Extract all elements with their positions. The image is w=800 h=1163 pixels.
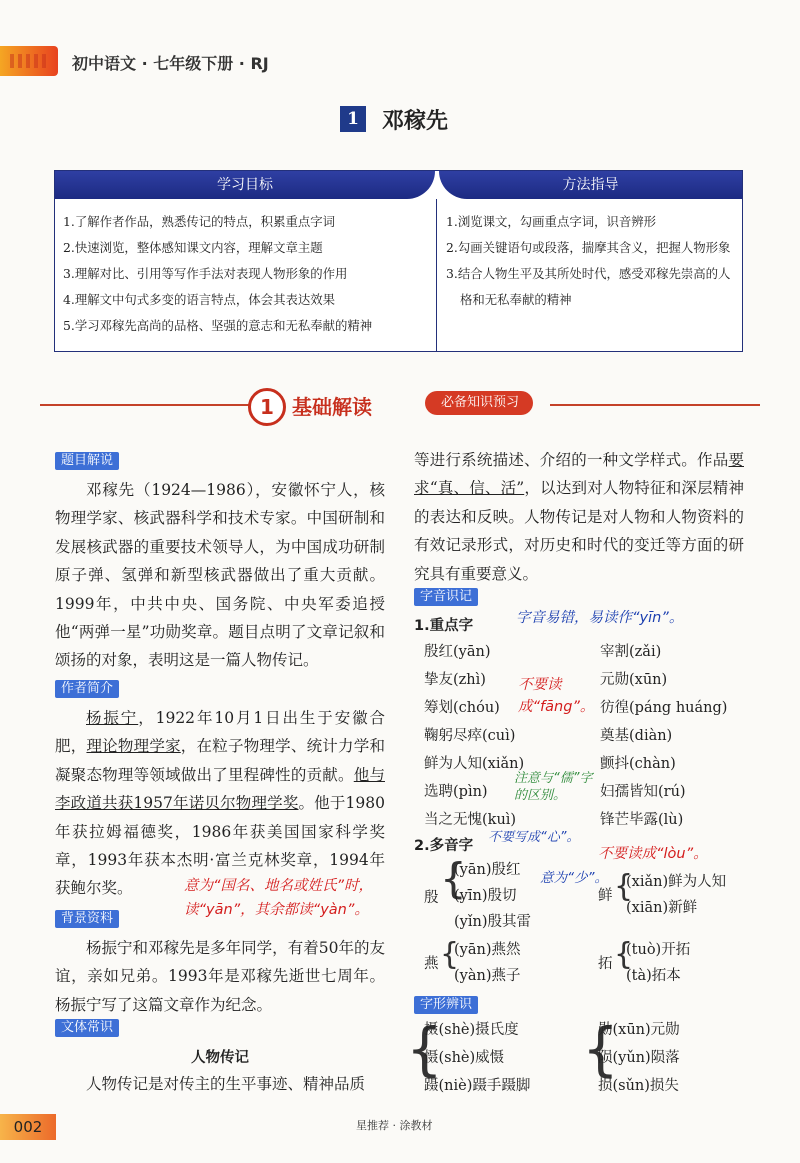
key-chars-left: [424, 640, 594, 836]
key-char: 宰割(zǎi): [600, 644, 662, 660]
poly-reading: (yǐn)殷其雷: [454, 914, 531, 930]
genre-text: 人物传记是对传主的生平事迹、精神品质: [86, 1075, 366, 1093]
poly-char-yan: 燕: [424, 956, 439, 972]
annotation-xin: 不要写成“心”。: [488, 830, 580, 845]
genre-title: 人物传记: [191, 1050, 249, 1066]
section-pill: 必备知识预习: [425, 391, 533, 415]
poly-readings-yin: [454, 858, 531, 936]
key-char: 鲜为人知(xiǎn): [424, 756, 525, 772]
genre-text: ，以达到对人物特征和深层精神的表达和反映。人物传记是对人物和人物资料的有效记录形式，对历史和时代的变迁等方面的研究具有重要意义。: [414, 479, 744, 583]
shape-item: 摄(shè)摄氏度: [424, 1022, 519, 1038]
background-text: 杨振宁和邓稼先是多年同学，有着50年的友谊，亲如兄弟。1993年是邓稼先逝世七周年。杨振宁写了这篇文章作为纪念。: [55, 939, 385, 1014]
brace-icon: {: [406, 1015, 443, 1083]
author-name: 杨振宁: [86, 709, 139, 727]
method-item: 3.结合人物生平及其所处时代，感受邓稼先崇高的人格和无私奉献的精神: [446, 266, 731, 307]
annotation-lou: 不要读成“lòu”。: [598, 846, 708, 862]
poly-reading: (xiān)新鲜: [626, 900, 698, 916]
poly-reading: (yīn)殷切: [454, 888, 517, 904]
brace-icon: {: [582, 1015, 619, 1083]
shape-item: 慑(shè)威慑: [424, 1050, 505, 1066]
genre-continued: [414, 446, 744, 588]
shape-item: 勋(xūn)元勋: [598, 1022, 680, 1038]
poly-readings-yan: [454, 938, 521, 990]
annotation-yin: 字音易错，易读作“yīn”。: [516, 610, 684, 626]
tag-shape: 字形辨识: [414, 996, 478, 1014]
poly-readings-tuo: [626, 938, 690, 990]
brace-icon: {: [614, 937, 634, 972]
shape-group-left: [424, 1018, 530, 1102]
brace-icon: {: [440, 854, 467, 903]
lesson-number: 1: [340, 106, 366, 132]
key-chars-title: 1.重点字: [414, 618, 474, 634]
tag-title-explain: 题目解说: [55, 452, 119, 470]
goal-item: 4.理解文中句式多变的语言特点，体会其表达效果: [63, 292, 336, 307]
poly-char-yin: 殷: [424, 890, 439, 906]
goal-item: 3.理解对比、引用等写作手法对表现人物形象的作用: [63, 266, 348, 281]
genre-text: 等进行系统描述、介绍的一种文学样式。作品: [414, 451, 729, 469]
author-text: 。他于1980年获拉姆福德奖，1986年获美国国家科学奖章，1993年获本杰明·富兰克林奖章，1994年获鲍尔奖。: [55, 794, 385, 898]
annotation-fang: 不要读成“fāng”。: [518, 677, 595, 715]
annotation-yan: 意为“国名、地名或姓氏”时，读“yān”，其余都读“yàn”。: [184, 878, 374, 918]
author-text: ，1922年10月1日出生于安徽合肥，: [55, 709, 385, 756]
title-explanation: 邓稼先（1924—1986），安徽怀宁人，核物理学家、核武器科学和技术专家。中国研制和发展核武器的重要技术领导人，为中国成功研制原子弹、氢弹和新型核武器做出了重大贡献。1999年，中共中央、国务院、中央军委追授他“两弹一星”功勋奖章。题目点明了文章记叙和颂扬的对象，表明这是一篇人物传记。: [55, 481, 385, 670]
author-text: ，在粒子物理学、统计力学和凝聚态物理等领域做出了里程碑性的贡献。: [55, 737, 385, 784]
key-char: 挚友(zhì): [424, 672, 486, 688]
shape-item: 陨(yǔn)陨落: [598, 1050, 680, 1066]
poly-reading: (yān)殷红: [454, 862, 521, 878]
key-char: 彷徨(páng huáng): [600, 700, 728, 716]
key-char: 殷红(yān): [424, 644, 491, 660]
key-char: 当之无愧(kuì): [424, 812, 517, 828]
goal-item: 1.了解作者作品，熟悉传记的特点，积累重点字词: [63, 214, 336, 229]
key-char: 颤抖(chàn): [600, 756, 676, 772]
annotation-ru: 注意与“儒”字的区别。: [514, 771, 593, 803]
tag-background: 背景资料: [55, 910, 119, 928]
method-item: 2.勾画关键语句或段落，揣摩其含义，把握人物形象: [446, 240, 731, 255]
brace-icon: {: [614, 869, 634, 904]
poly-char-xian: 鲜: [598, 888, 613, 904]
goals-list: [63, 209, 433, 339]
poly-readings-xian: [626, 870, 726, 922]
tag-pronunciation: 字音识记: [414, 588, 478, 606]
poly-reading: (yàn)燕子: [454, 968, 521, 984]
page-number: 002: [0, 1114, 56, 1140]
shape-item: 蹑(niè)蹑手蹑脚: [424, 1078, 531, 1094]
polyphone-title: 2.多音字: [414, 838, 474, 854]
key-char: 奠基(diàn): [600, 728, 673, 744]
tag-genre: 文体常识: [55, 1019, 119, 1037]
key-char: 选聘(pìn): [424, 784, 488, 800]
methods-heading: 方法指导: [439, 171, 742, 199]
shape-item: 损(sǔn)损失: [598, 1078, 679, 1094]
section-number: 1: [248, 388, 286, 426]
key-char: 鞠躬尽瘁(cuì): [424, 728, 516, 744]
author-profession: 理论物理学家: [86, 737, 181, 756]
methods-list: [446, 209, 736, 313]
footer-brand: 星推荐 · 涂教材: [356, 1119, 433, 1132]
poly-char-tuo: 拓: [598, 956, 613, 972]
annotation-shao: 意为“少”。: [540, 870, 608, 886]
shape-group-right: [598, 1018, 680, 1102]
key-char: 筹划(chóu): [424, 700, 500, 716]
poly-reading: (tà)拓本: [626, 968, 681, 984]
key-char: 妇孺皆知(rú): [600, 784, 686, 800]
lesson-title: 邓稼先: [382, 108, 449, 134]
header-corner-tab: [0, 46, 58, 76]
goal-item: 5.学习邓稼先高尚的品格、坚强的意志和无私奉献的精神: [63, 318, 373, 333]
key-char: 元勋(xūn): [600, 672, 668, 688]
goals-heading: 学习目标: [55, 171, 435, 199]
method-item: 1.浏览课文，勾画重点字词，识音辨形: [446, 214, 657, 229]
key-char: 锋芒毕露(lù): [600, 812, 684, 828]
section-title: 基础解读: [292, 395, 372, 419]
author-nobel: 他与李政道共获1957年诺贝尔物理学奖: [55, 765, 385, 813]
poly-reading: (xiǎn)鲜为人知: [626, 874, 727, 890]
tag-author: 作者简介: [55, 680, 119, 698]
goals-table: [54, 170, 743, 352]
goal-item: 2.快速浏览，整体感知课文内容，理解文章主题: [63, 240, 323, 255]
table-divider: [436, 199, 437, 351]
poly-reading: (tuò)开拓: [626, 942, 691, 958]
poly-reading: (yān)燕然: [454, 942, 521, 958]
brace-icon: {: [440, 937, 460, 972]
banner-rule-left: [40, 404, 250, 406]
book-title: 初中语文 · 七年级下册 · RJ: [72, 54, 269, 73]
banner-rule-right: [550, 404, 760, 406]
genre-requirement: 要求“真、信、活”: [414, 451, 744, 498]
key-chars-right: [600, 640, 750, 836]
